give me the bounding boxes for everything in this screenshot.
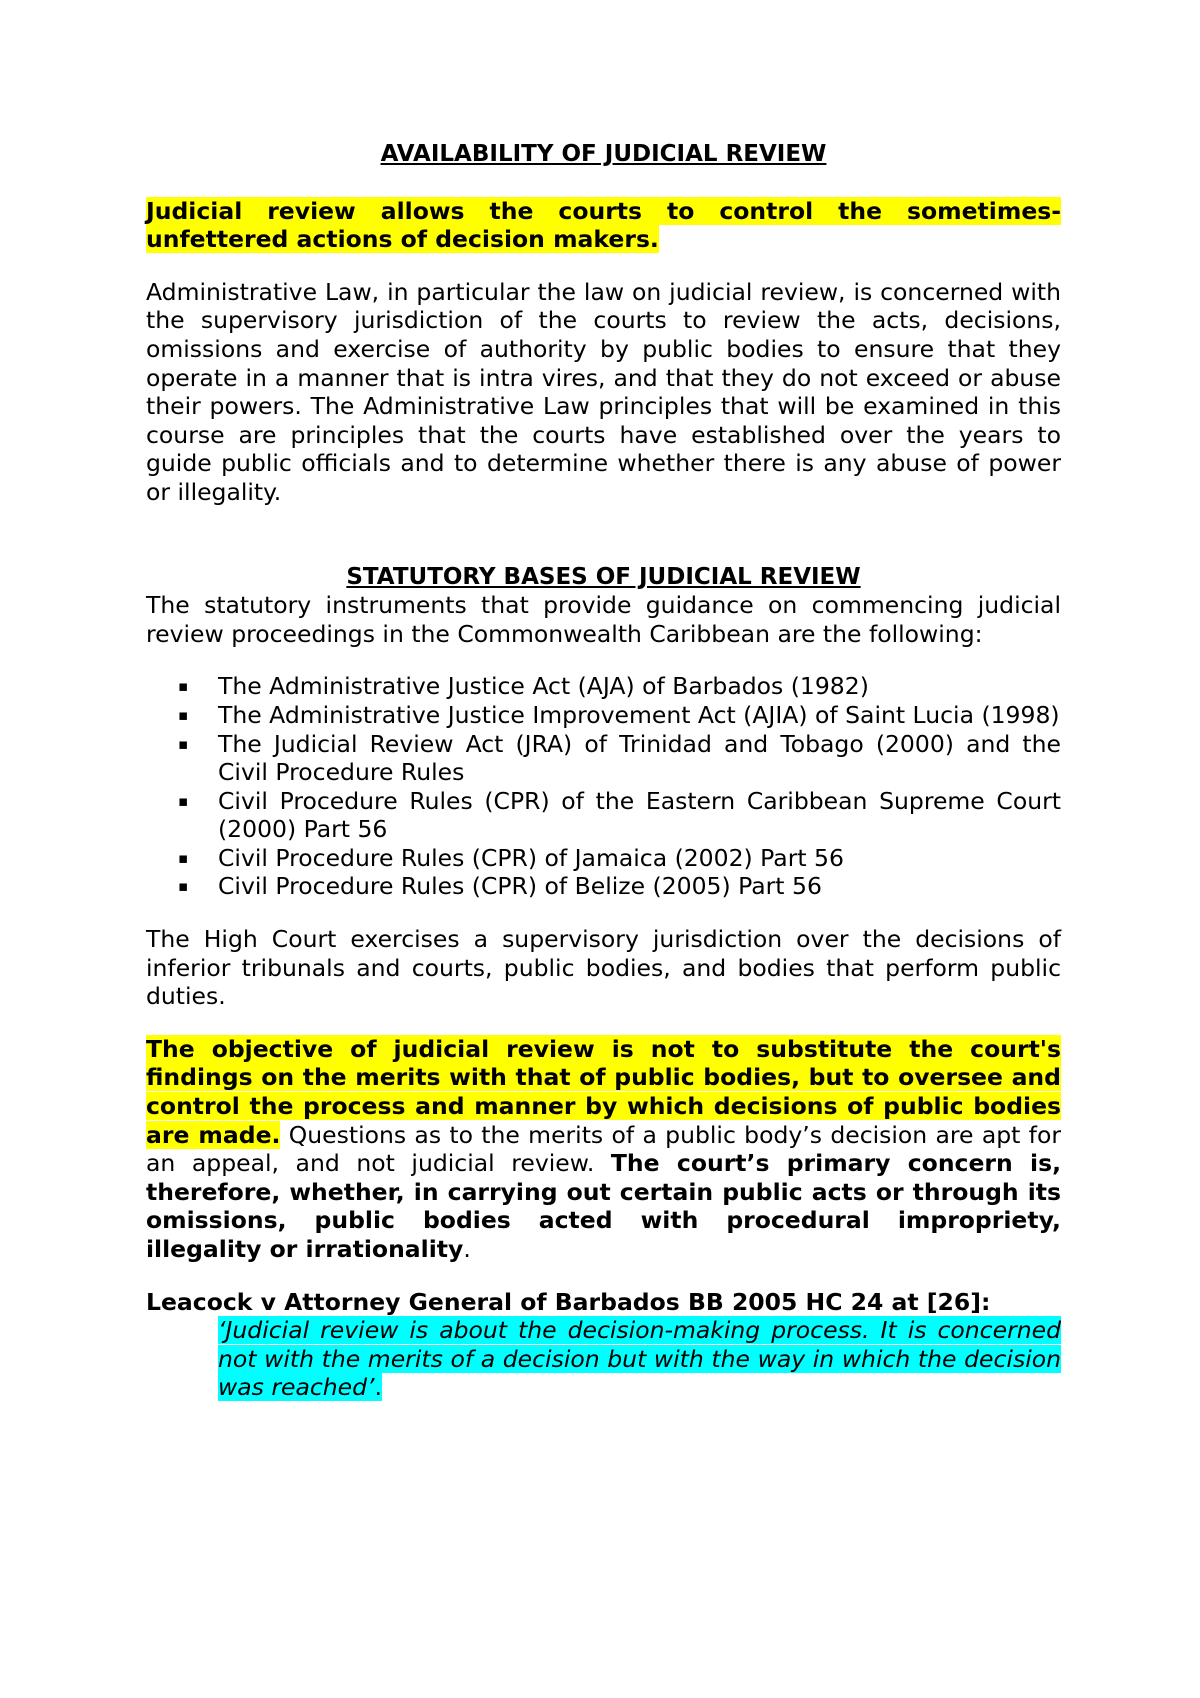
paragraph-administrative-law: Administrative Law, in particular the law on judicial review, is concerned with the supervisory jurisdiction of the courts to review the acts, decisions, omissions and exercise of authority by public bodies to ensure that they operate in a manner that is intra vires, and that they do not exceed or abuse their powers. The Administrative Law principles that will be examined in this course are principles that the courts have established over the years to guide public officials and to determine whether there is any abuse of power or illegality. bbox=[146, 277, 1061, 506]
objective-plain: Questions as to the merits of a public body’s decision are apt for an appeal, and not judicial review. bbox=[146, 1120, 1061, 1178]
bullet-icon: ▪ bbox=[178, 677, 189, 696]
objective-highlight: The objective of judicial review is not to substitute the court's findings on the merits with that of public bodies, but to oversee and control the process and manner by which decisions of public bodies are made. bbox=[146, 1034, 1061, 1149]
paragraph-high-court: The High Court exercises a supervisory jurisdiction over the decisions of inferior tribunals and courts, public bodies, and bodies that perform public duties. bbox=[146, 925, 1061, 1011]
document-title: AVAILABILITY OF JUDICIAL REVIEW bbox=[380, 141, 827, 167]
intro-paragraph bbox=[146, 197, 1061, 254]
section-intro: The statutory instruments that provide guidance on commencing judicial review proceedings in the Commonwealth Caribbean are the following: bbox=[146, 591, 1061, 648]
list-item: ▪ Civil Procedure Rules (CPR) of Jamaica (2002) Part 56 bbox=[178, 843, 844, 872]
bullet-icon: ▪ bbox=[178, 791, 189, 810]
list-item: ▪ The Judicial Review Act (JRA) of Trinidad and Tobago (2000) and the Civil Procedure Rules bbox=[178, 729, 1061, 787]
objective-bold: The court’s primary concern is, therefore, whether, in carrying out certain public acts or through its omissions, public bodies acted with procedural impropriety, illegality or irrationality bbox=[146, 1149, 1062, 1263]
bullet-icon: ▪ bbox=[178, 848, 189, 867]
case-quote-text: ‘Judicial review is about the decision-making process. It is concerned not with the merits of a decision but with the way in which the decision was reached’ bbox=[218, 1316, 1061, 1402]
bullet-icon: ▪ bbox=[178, 877, 189, 896]
section-title-statutory-bases: STATUTORY BASES OF JUDICIAL REVIEW bbox=[346, 563, 861, 590]
list-item: ▪ Civil Procedure Rules (CPR) of the Eastern Caribbean Supreme Court (2000) Part 56 bbox=[178, 786, 1061, 844]
bullet-icon: ▪ bbox=[178, 734, 189, 753]
document-page bbox=[146, 140, 1061, 1402]
list-item: ▪ The Administrative Justice Act (AJA) of Barbados (1982) bbox=[178, 672, 869, 701]
statutes-list bbox=[146, 672, 1061, 901]
list-item: ▪ The Administrative Justice Improvement Act (AJIA) of Saint Lucia (1998) bbox=[178, 700, 1060, 729]
list-item: ▪ Civil Procedure Rules (CPR) of Belize (2005) Part 56 bbox=[178, 872, 822, 901]
intro-highlight: Judicial review allows the courts to control the sometimes-unfettered actions of decision makers. bbox=[146, 196, 1061, 254]
case-heading: Leacock v Attorney General of Barbados BB 2005 HC 24 at [26]: bbox=[146, 1287, 991, 1316]
bullet-icon: ▪ bbox=[178, 705, 189, 724]
paragraph-objective bbox=[146, 1035, 1061, 1264]
objective-end: . bbox=[463, 1235, 471, 1263]
case-quote-end: . bbox=[374, 1373, 382, 1402]
case-quote bbox=[218, 1316, 1061, 1402]
